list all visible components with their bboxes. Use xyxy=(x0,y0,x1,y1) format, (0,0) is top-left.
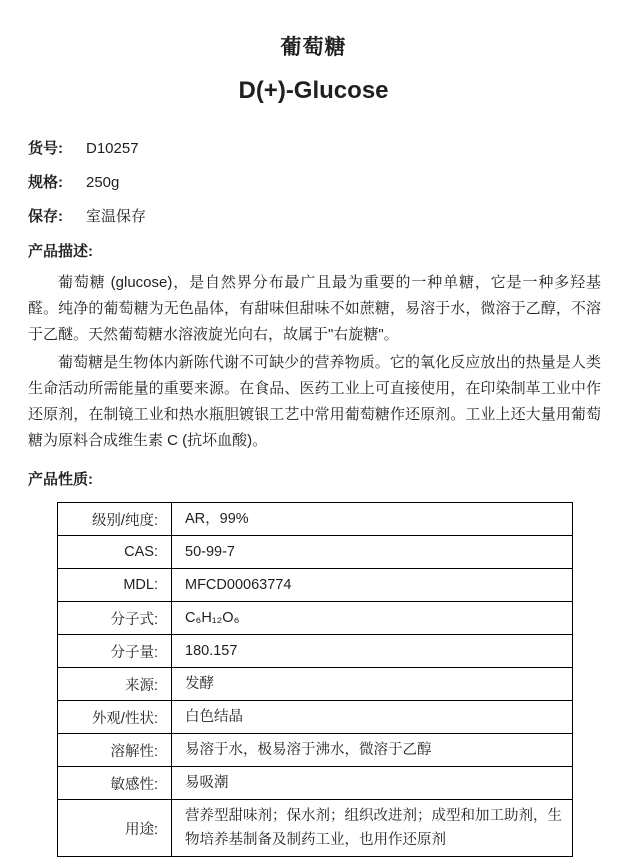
table-row-cas xyxy=(58,536,573,569)
property-label: 敏感性: xyxy=(58,767,172,800)
property-value: 营养型甜味剂；保水剂；组织改进剂；成型和加工助剂，生物培养基制备及制药工业，也用作还原剂 xyxy=(172,800,573,857)
description-paragraph-1: 葡萄糖 (glucose)，是自然界分布最广且最为重要的一种单糖，它是一种多羟基醛。纯净的葡萄糖为无色晶体，有甜味但甜味不如蔗糖，易溶于水，微溶于乙醇，不溶于乙醚。天然葡萄糖水溶液旋光向右，故属于"右旋糖"。 xyxy=(28,274,601,343)
property-value: 易溶于水，极易溶于沸水，微溶于乙醇 xyxy=(172,734,573,767)
catalog-number-label: 货号: xyxy=(28,140,63,157)
property-label: 级别/纯度: xyxy=(58,503,172,536)
table-row-source xyxy=(58,668,573,701)
property-value: 易吸潮 xyxy=(172,767,573,800)
properties-table xyxy=(57,502,573,857)
property-value: 发酵 xyxy=(172,668,573,701)
property-label: 溶解性: xyxy=(58,734,172,767)
property-label: 外观/性状: xyxy=(58,701,172,734)
property-value: 50-99-7 xyxy=(172,536,573,569)
storage-label: 保存: xyxy=(28,208,63,225)
specification-label: 规格: xyxy=(28,174,63,191)
property-label: 分子式: xyxy=(58,602,172,635)
property-value: 180.157 xyxy=(172,635,573,668)
table-row-mdl xyxy=(58,569,573,602)
product-title-en: D(+)-Glucose xyxy=(238,77,389,104)
property-label: MDL: xyxy=(58,569,172,602)
table-row-solubility xyxy=(58,734,573,767)
info-row-storage xyxy=(28,205,627,226)
specification-value: 250g xyxy=(86,174,120,191)
description-paragraph-2: 葡萄糖是生物体内新陈代谢不可缺少的营养物质。它的氧化反应放出的热量是人类生命活动所需能量的重要来源。在食品、医药工业上可直接使用，在印染制革工业中作还原剂，在制镜工业和热水瓶胆镀银工艺中常用葡萄糖作还原剂。工业上还大量用葡萄糖为原料合成维生素 C (抗坏血酸)。 xyxy=(28,354,601,449)
info-row-catalog-number xyxy=(28,137,627,158)
catalog-number-value: D10257 xyxy=(86,140,139,157)
table-row-molecular-formula xyxy=(58,602,573,635)
property-label: CAS: xyxy=(58,536,172,569)
info-row-specification xyxy=(28,171,627,192)
property-label: 分子量: xyxy=(58,635,172,668)
table-row-appearance xyxy=(58,701,573,734)
storage-value: 室温保存 xyxy=(86,208,147,225)
property-label: 用途: xyxy=(58,800,172,857)
table-row-molecular-weight xyxy=(58,635,573,668)
table-row-sensitivity xyxy=(58,767,573,800)
description-heading: 产品描述: xyxy=(28,243,93,260)
property-value: C₆H₁₂O₆ xyxy=(172,602,573,635)
property-value: 白色结晶 xyxy=(172,701,573,734)
properties-heading: 产品性质: xyxy=(28,471,93,488)
product-title-cn: 葡萄糖 xyxy=(280,36,347,59)
table-row-grade-purity xyxy=(58,503,573,536)
property-label: 来源: xyxy=(58,668,172,701)
table-row-usage xyxy=(58,800,573,857)
property-value: MFCD00063774 xyxy=(172,569,573,602)
product-info-block xyxy=(28,137,627,226)
property-value: AR，99% xyxy=(172,503,573,536)
